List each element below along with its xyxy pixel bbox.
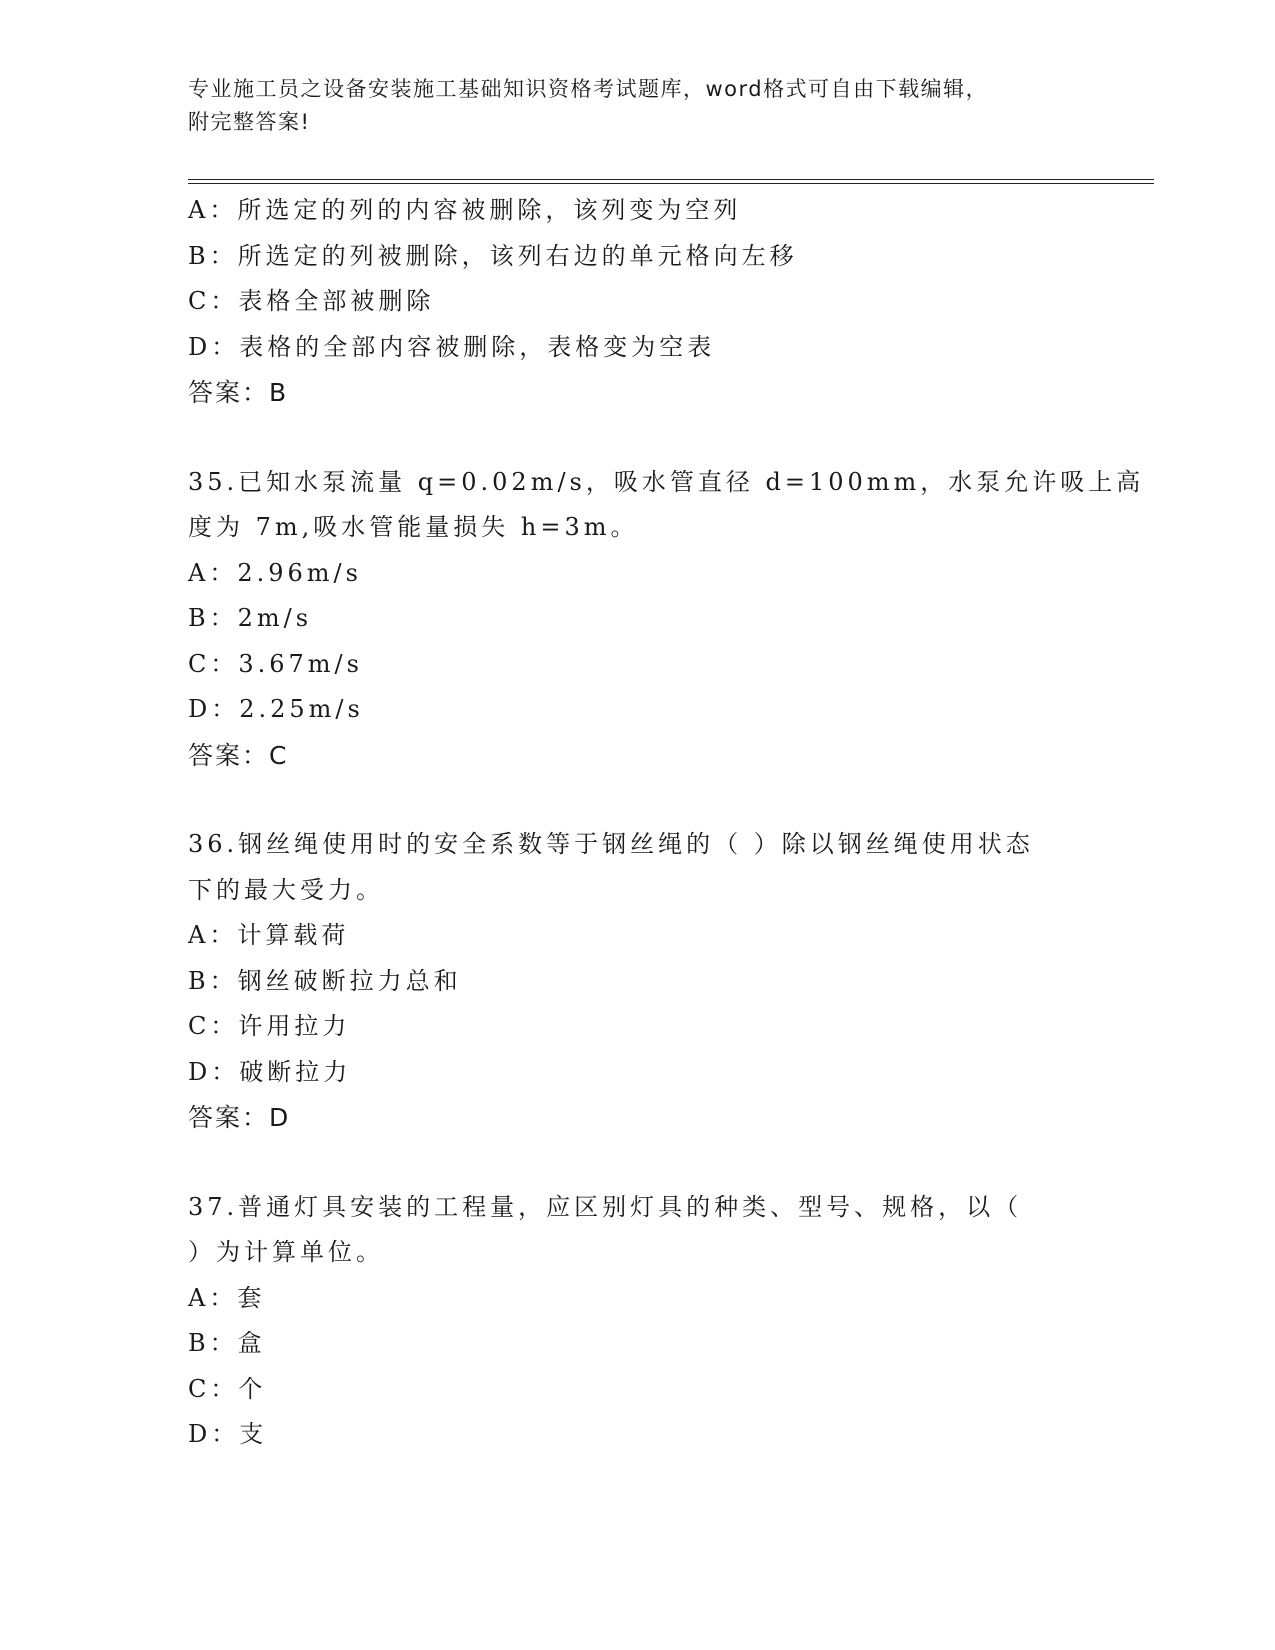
spacer [188, 1141, 1088, 1185]
option-c: C：表格全部被删除 [188, 287, 435, 315]
question-stem-line-1: 37.普通灯具安装的工程量，应区别灯具的种类、型号、规格，以（ [188, 1192, 1023, 1221]
header-rule-bottom [188, 183, 1154, 184]
option-d: D：支 [188, 1420, 268, 1448]
option-b: B：2m/s [188, 604, 313, 632]
question-stem-line-2: 度为 7m,吸水管能量损失 h=3m。 [188, 513, 639, 541]
question-stem-line-1: 35.已知水泵流量 q=0.02m/s，吸水管直径 d=100mm，水泵允许吸上高 [188, 467, 1145, 496]
option-a: A：计算载荷 [188, 921, 350, 949]
spacer [188, 778, 1088, 822]
question-34-block [188, 188, 1088, 416]
question-36-block [188, 822, 1088, 1141]
option-b: B：钢丝破断拉力总和 [188, 966, 462, 995]
question-stem-line-1: 36.钢丝绳使用时的安全系数等于钢丝绳的（ ）除以钢丝绳使用状态 [188, 830, 1034, 858]
option-c: C：许用拉力 [188, 1012, 351, 1040]
question-37-block [188, 1185, 1088, 1458]
option-b: B：所选定的列被删除，该列右边的单元格向左移 [188, 241, 798, 270]
answer-line: 答案：B [188, 378, 289, 407]
question-list [188, 188, 1145, 1458]
question-stem-line-2: 下的最大受力。 [188, 875, 384, 904]
answer-line: 答案：C [188, 740, 289, 770]
option-c: C：个 [188, 1374, 267, 1403]
header-line-2: 附完整答案! [188, 110, 311, 134]
option-a: A：套 [188, 1283, 266, 1312]
header-line-1: 专业施工员之设备安装施工基础知识资格考试题库，word格式可自由下载编辑， [188, 77, 989, 101]
option-b: B：盒 [188, 1329, 266, 1357]
option-a: A：2.96m/s [188, 558, 362, 587]
spacer [188, 416, 1088, 460]
answer-line: 答案：D [188, 1103, 291, 1132]
option-c: C：3.67m/s [188, 649, 363, 678]
question-stem-line-2: ）为计算单位。 [188, 1238, 384, 1266]
option-d: D：表格的全部内容被删除，表格变为空表 [188, 332, 716, 361]
question-35-block [188, 460, 1145, 779]
option-d: D：破断拉力 [188, 1057, 352, 1086]
option-d: D：2.25m/s [188, 695, 364, 723]
option-a: A：所选定的列的内容被删除，该列变为空列 [188, 196, 742, 224]
header-rule-top [188, 179, 1154, 180]
document-header [188, 73, 1068, 139]
